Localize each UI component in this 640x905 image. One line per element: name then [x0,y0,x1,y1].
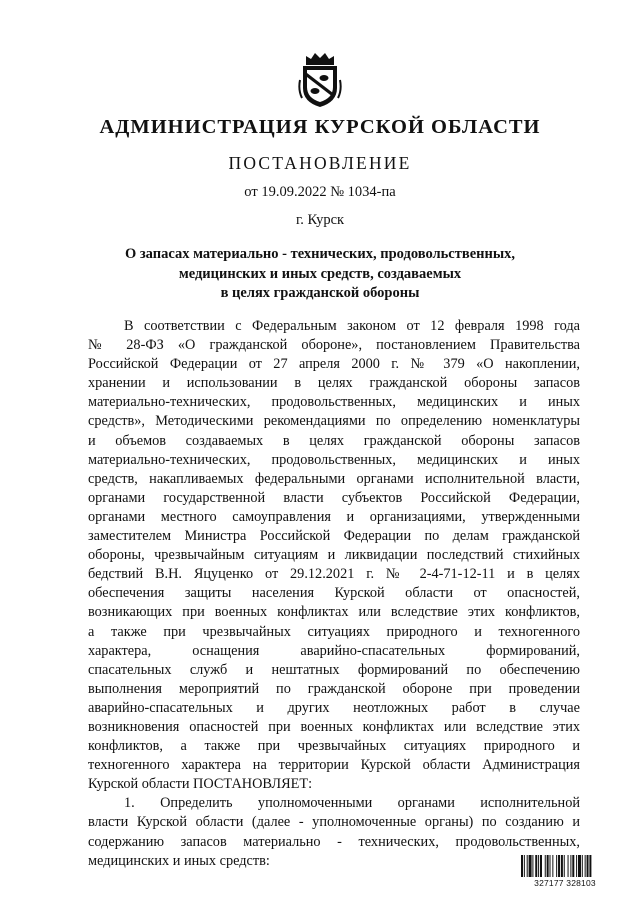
barcode [521,855,609,887]
body-line: № 28-ФЗ «О гражданской обороне», постановлением Правительства [88,337,580,354]
body-line: возникновения опасностей при военных конфликтах или вследствие этих [88,718,580,735]
document-body [88,317,580,871]
body-line: средств, накапливаемых федеральными органами исполнительной власти, [88,470,580,487]
body-line: медицинских и иных средств: [88,852,270,869]
document-type: ПОСТАНОВЛЕНИЕ [228,153,412,173]
body-line: обеспечения защиты населения Курской области от опасностей, [88,585,580,602]
body-line: заместителем Министра Российской Федерации по делам гражданской [88,528,580,545]
document-subject [0,245,640,304]
organization-title: АДМИНИСТРАЦИЯ КУРСКОЙ ОБЛАСТИ [99,116,541,138]
body-line: органами местного самоуправления и организациями, утвержденными [88,508,580,525]
body-line: содержанию запасов материально - технических, продовольственных, [88,833,580,850]
body-line: Российской Федерации от 27 апреля 2000 г. № 379 «О накоплении, [88,356,580,373]
body-line: материально-технических, продовольственных, медицинских и иных [88,451,580,468]
subject-line: в целях гражданской обороны [220,285,420,301]
body-line: характера, оснащения аварийно-спасательных формирований, [88,642,580,659]
body-line: аварийно-спасательных и других неотложных работ в случае [88,699,580,716]
barcode-icon [521,855,609,877]
body-line: средств», Методическими рекомендациями по определению номенклатуры [88,413,580,430]
body-line: В соответствии с Федеральным законом от 12 февраля 1998 года [124,318,580,334]
body-line: а также при чрезвычайных ситуациях природного и техногенного [88,623,580,640]
body-line: Курской области ПОСТАНОВЛЯЕТ: [88,776,313,793]
body-line: конфликтов, а также при чрезвычайных ситуациях природного и [88,738,580,755]
document-date-number: от 19.09.2022 № 1034-па [244,184,396,200]
barcode-number: 327177 328103 [534,878,596,888]
body-line: выполнения мероприятий по гражданской обороне при проведении [88,680,580,697]
body-line: хранении и использовании в целях гражданской обороны запасов [88,375,580,392]
body-line: обороны, чрезвычайным ситуациям и ликвидации последствий стихийных [88,547,580,564]
body-line: и объемов создаваемых в целях гражданской обороны запасов [88,432,580,449]
body-line: 1. Определить уполномоченными органами исполнительной [124,795,580,812]
body-line: спасательных служб и нештатных формирований по обеспечению [88,661,580,678]
document-city: г. Курск [295,212,345,228]
body-line: органами государственной власти субъектов Российской Федерации, [88,489,580,506]
body-line: материально-технических, продовольственных, медицинских и иных [88,394,580,411]
subject-line: О запасах материально - технических, продовольственных, [124,246,516,262]
subject-line: медицинских и иных средств, создаваемых [178,265,462,282]
body-line: бедствий В.Н. Яцуценко от 29.12.2021 г. № 2-4-71-12-11 и в целях [88,566,580,583]
body-line: власти Курской области (далее - уполномоченные органы) по созданию и [88,814,580,831]
body-line: возникающих при военных конфликтах или вследствие этих конфликтов, [88,604,580,621]
kursk-coat-of-arms-icon [298,50,342,108]
body-line: техногенного характера на территории Курской области Администрация [88,757,580,774]
